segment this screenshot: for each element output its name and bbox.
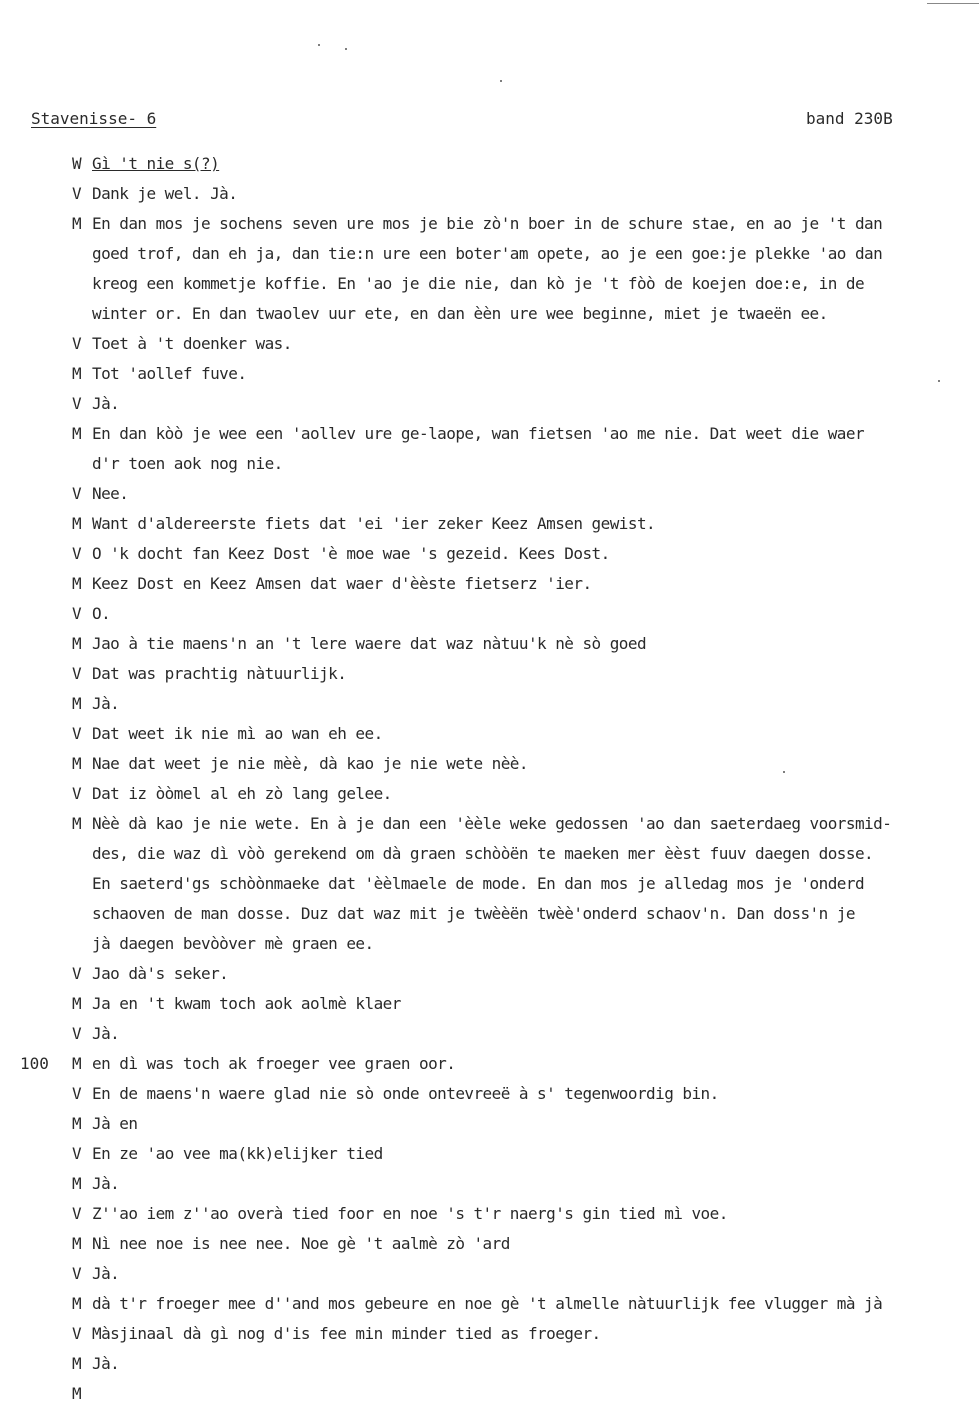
- utterance-text: Dat weet ik nie mì ao wan eh ee.: [92, 724, 383, 743]
- speck: [500, 80, 502, 82]
- utterance-text: En saeterd'gs schòònmaeke dat 'èèlmaele de mode. En dan mos je alledag mos je 'onderd: [92, 874, 865, 893]
- transcript-line: [0, 749, 979, 779]
- utterance-text: En dan mos je sochens seven ure mos je bie zò'n boer in de schure stae, en ao je 't dan: [92, 214, 883, 233]
- utterance-text: Jà.: [92, 1174, 120, 1193]
- speaker-label: V: [72, 1324, 82, 1343]
- speaker-label: M: [72, 694, 82, 713]
- speaker-label: M: [72, 634, 82, 653]
- transcript-line: [0, 839, 979, 869]
- utterance-text: Z''ao iem z''ao overà tied foor en noe 's t'r naerg's gin tied mì voe.: [92, 1204, 728, 1223]
- transcript-line: [0, 869, 979, 899]
- utterance-text: des, die waz dì vòò gerekend om dà graen schòòën te maeken mer èèst fuuv daegen dosse.: [92, 844, 874, 863]
- speaker-label: M: [72, 514, 82, 533]
- speaker-label: V: [72, 724, 82, 743]
- transcript-line: [0, 179, 979, 209]
- speaker-label: M: [72, 1294, 82, 1313]
- speaker-label: M: [72, 424, 82, 443]
- utterance-text: goed trof, dan eh ja, dan tie:n ure een boter'am opete, ao je een goe:je plekke 'ao dan: [92, 244, 883, 263]
- utterance-text: Màsjinaal dà gì nog d'is fee min minder tied as froeger.: [92, 1324, 601, 1343]
- transcript-line: [0, 809, 979, 839]
- transcript-line: [0, 359, 979, 389]
- transcript-line: [0, 419, 979, 449]
- transcript-line: [0, 299, 979, 329]
- utterance-text: en dì was toch ak froeger vee graen oor.: [92, 1054, 456, 1073]
- speaker-label: V: [72, 1084, 82, 1103]
- transcript-line: [0, 689, 979, 719]
- transcript-line: [0, 1079, 979, 1109]
- speaker-label: V: [72, 604, 82, 623]
- utterance-text: O 'k docht fan Keez Dost 'è moe wae 's gezeid. Kees Dost.: [92, 544, 610, 563]
- utterance-text: Jà.: [92, 1024, 120, 1043]
- speaker-label: V: [72, 184, 82, 203]
- utterance-text: En ze 'ao vee ma(kk)elijker tied: [92, 1144, 383, 1163]
- line-number: 100: [20, 1054, 49, 1073]
- utterance-text: winter or. En dan twaolev uur ete, en dan èèn ure wee beginne, miet je twaeën ee.: [92, 304, 828, 323]
- transcript-line: [0, 1379, 979, 1409]
- transcript-line: [0, 569, 979, 599]
- transcript-line: [0, 269, 979, 299]
- transcript-line: [0, 329, 979, 359]
- transcript-line: [0, 659, 979, 689]
- transcript-line: [0, 899, 979, 929]
- utterance-text: Jao à tie maens'n an 't lere waere dat waz nàtuu'k nè sò goed: [92, 634, 647, 653]
- transcript-line: [0, 599, 979, 629]
- transcript-line: [0, 1139, 979, 1169]
- transcript-line: [0, 479, 979, 509]
- utterance-text: Nì nee noe is nee nee. Noe gè 't aalmè zò 'ard: [92, 1234, 510, 1253]
- utterance-text: Jà.: [92, 694, 120, 713]
- transcript-line: [0, 1109, 979, 1139]
- speaker-label: M: [72, 814, 82, 833]
- speaker-label: V: [72, 484, 82, 503]
- utterance-text: O.: [92, 604, 111, 623]
- utterance-text: dà t'r froeger mee d''and mos gebeure en noe gè 't almelle nàtuurlijk fee vlugger mà jà: [92, 1294, 883, 1313]
- speaker-label: V: [72, 784, 82, 803]
- transcript-line: [0, 1169, 979, 1199]
- transcript-line: [0, 1019, 979, 1049]
- speaker-label: M: [72, 214, 82, 233]
- utterance-text: Keez Dost en Keez Amsen dat waer d'èèste fietserz 'ier.: [92, 574, 592, 593]
- transcript-line: [0, 1049, 979, 1079]
- utterance-text: Dat iz òòmel al eh zò lang gelee.: [92, 784, 392, 803]
- transcript-line: [0, 389, 979, 419]
- transcript-line: [0, 1199, 979, 1229]
- speaker-label: V: [72, 1024, 82, 1043]
- utterance-text: d'r toen aok nog nie.: [92, 454, 283, 473]
- transcript-line: [0, 509, 979, 539]
- utterance-text: Toet à 't doenker was.: [92, 334, 292, 353]
- utterance-text: jà daegen bevòòver mè graen ee.: [92, 934, 374, 953]
- speaker-label: W: [72, 154, 82, 173]
- speaker-label: M: [72, 364, 82, 383]
- transcript-line: [0, 1349, 979, 1379]
- speaker-label: M: [72, 994, 82, 1013]
- utterance-text: Ja en 't kwam toch aok aolmè klaer: [92, 994, 401, 1013]
- utterance-text: Dat was prachtig nàtuurlijk.: [92, 664, 347, 683]
- transcript-line: [0, 1229, 979, 1259]
- transcript-line: [0, 1259, 979, 1289]
- tape-number: band 230B: [806, 109, 893, 128]
- transcript-line: [0, 629, 979, 659]
- utterance-text: Gì 't nie s(?): [92, 154, 220, 173]
- utterance-text: Want d'aldereerste fiets dat 'ei 'ier zeker Keez Amsen gewist.: [92, 514, 656, 533]
- speaker-label: M: [72, 1234, 82, 1253]
- utterance-text: kreog een kommetje koffie. En 'ao je die nie, dan kò je 't fòò de koejen doe:e, in de: [92, 274, 865, 293]
- utterance-text: Nee.: [92, 484, 129, 503]
- transcript-line: [0, 719, 979, 749]
- speaker-label: M: [72, 1114, 82, 1133]
- utterance-text: Dank je wel. Jà.: [92, 184, 238, 203]
- utterance-text: Jà.: [92, 1354, 120, 1373]
- speaker-label: V: [72, 964, 82, 983]
- transcript-line: [0, 449, 979, 479]
- utterance-text: Tot 'aollef fuve.: [92, 364, 247, 383]
- transcript-line: [0, 929, 979, 959]
- utterance-text: Jao dà's seker.: [92, 964, 229, 983]
- speaker-label: M: [72, 754, 82, 773]
- speck: [345, 48, 347, 50]
- transcript-line: [0, 239, 979, 269]
- speaker-label: V: [72, 664, 82, 683]
- speaker-label: M: [72, 1354, 82, 1373]
- speaker-label: M: [72, 1174, 82, 1193]
- transcript-line: [0, 539, 979, 569]
- speaker-label: M: [72, 1054, 82, 1073]
- utterance-text: Nae dat weet je nie mèè, dà kao je nie wete nèè.: [92, 754, 528, 773]
- transcript-line: [0, 989, 979, 1019]
- transcript-line: [0, 149, 979, 179]
- transcript-line: [0, 779, 979, 809]
- header-title: Stavenisse- 6: [31, 109, 157, 128]
- utterance-text: schaoven de man dosse. Duz dat waz mit je twèèën twèè'onderd schaov'n. Dan doss'n je: [92, 904, 855, 923]
- utterance-text: Jà.: [92, 394, 120, 413]
- speaker-label: V: [72, 1204, 82, 1223]
- utterance-text: Jà.: [92, 1264, 120, 1283]
- utterance-text: Nèè dà kao je nie wete. En à je dan een 'èèle weke gedossen 'ao dan saeterdaeg voorsmid-: [92, 814, 892, 833]
- speaker-label: V: [72, 394, 82, 413]
- transcript-line: [0, 1319, 979, 1349]
- transcript-line: [0, 209, 979, 239]
- speaker-label: V: [72, 1264, 82, 1283]
- transcript-body: [0, 149, 979, 1409]
- speaker-label: V: [72, 1144, 82, 1163]
- transcript-line: [0, 1289, 979, 1319]
- speaker-label: V: [72, 334, 82, 353]
- speaker-label: M: [72, 574, 82, 593]
- utterance-text: En dan kòò je wee een 'aollev ure ge-laope, wan fietsen 'ao me nie. Dat weet die waer: [92, 424, 865, 443]
- speaker-label: V: [72, 544, 82, 563]
- top-rule: [927, 3, 979, 4]
- utterance-text: En de maens'n waere glad nie sò onde ontevreeë à s' tegenwoordig bin.: [92, 1084, 719, 1103]
- utterance-text: Jà en: [92, 1114, 138, 1133]
- speaker-label: M: [72, 1384, 82, 1403]
- transcript-line: [0, 959, 979, 989]
- speck: [318, 44, 320, 46]
